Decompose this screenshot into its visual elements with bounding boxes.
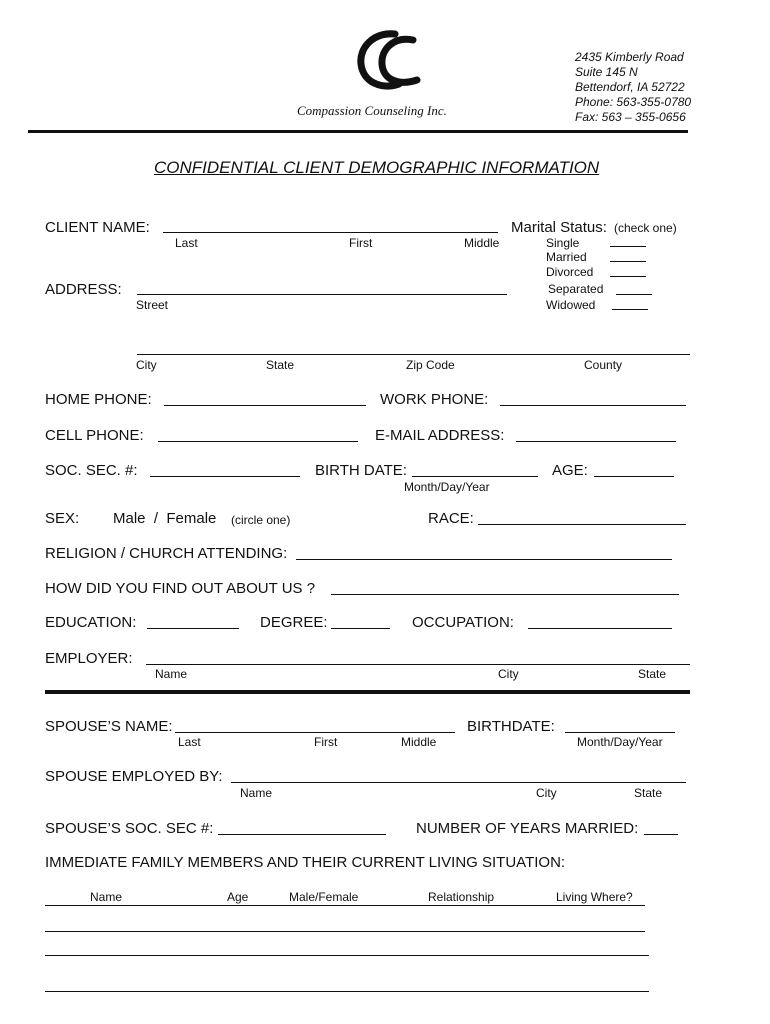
address-line: Fax: 563 – 355-0656 [575,110,686,124]
family-column-age: Age [227,890,249,904]
spouse-name-label: SPOUSE’S NAME: [45,718,173,735]
company-logo [355,28,425,99]
find-us-label: HOW DID YOU FIND OUT ABOUT US ? [45,580,316,597]
marital-option-single: Single [546,236,580,250]
client-name-label: CLIENT NAME: [45,219,150,236]
spouse-ssn-field[interactable] [218,834,386,835]
address-sub-city: City [136,358,157,372]
birth-date-label: BIRTH DATE: [315,462,407,479]
marital-option-married: Married [546,250,587,264]
spouse-ssn-label: SPOUSE’S SOC. SEC #: [45,820,214,837]
family-row-line[interactable] [45,931,645,932]
marital-status-note: (check one) [614,221,677,235]
religion-label: RELIGION / CHURCH ATTENDING: [45,545,288,562]
sex-options[interactable]: Male / Female [113,510,217,527]
family-members-label: IMMEDIATE FAMILY MEMBERS AND THEIR CURRENT LIVING SITUATION: [45,854,566,871]
home-phone-field[interactable] [164,405,366,406]
marital-checkbox-divorced[interactable] [610,276,646,277]
name-sub-middle: Middle [464,236,500,250]
address-label: ADDRESS: [45,281,122,298]
degree-label: DEGREE: [260,614,328,631]
family-column-sex: Male/Female [289,890,359,904]
degree-field[interactable] [331,628,390,629]
sex-label: SEX: [45,510,80,527]
marital-checkbox-separated[interactable] [616,294,652,295]
family-row-line[interactable] [45,991,649,992]
address-line: 2435 Kimberly Road [575,50,684,64]
spouse-employed-field[interactable] [231,782,686,783]
cell-phone-label: CELL PHONE: [45,427,144,444]
section-divider [45,690,690,694]
address-sub-zip: Zip Code [406,358,455,372]
marital-status-label: Marital Status: [511,219,607,236]
family-column-name: Name [90,890,123,904]
marital-option-divorced: Divorced [546,265,594,279]
form-title: CONFIDENTIAL CLIENT DEMOGRAPHIC INFORMATION [154,158,600,177]
address-line: Phone: 563-355-0780 [575,95,692,109]
occupation-label: OCCUPATION: [412,614,514,631]
name-sub-last: Last [175,236,198,250]
city-state-zip-field[interactable] [137,354,690,355]
work-phone-label: WORK PHONE: [380,391,489,408]
spouse-employed-label: SPOUSE EMPLOYED BY: [45,768,223,785]
employer-sub-city: City [498,667,519,681]
employer-label: EMPLOYER: [45,650,133,667]
years-married-label: NUMBER OF YEARS MARRIED: [416,820,639,837]
employer-sub-state: State [638,667,667,681]
spouse-name-sub-middle: Middle [401,735,437,749]
spouse-birthdate-field[interactable] [565,732,675,733]
spouse-employed-sub-state: State [634,786,663,800]
family-row-line[interactable] [45,955,649,956]
client-name-field[interactable] [163,232,498,233]
spouse-name-sub-first: First [314,735,338,749]
race-label: RACE: [428,510,474,527]
address-line: Bettendorf, IA 52722 [575,80,685,94]
spouse-employed-sub-city: City [536,786,557,800]
email-field[interactable] [516,441,676,442]
spouse-birthdate-label: BIRTHDATE: [467,718,555,735]
marital-option-separated: Separated [548,282,604,296]
company-address [575,50,691,125]
age-label: AGE: [552,462,588,479]
header-divider [28,130,688,133]
employer-field[interactable] [146,664,690,665]
sex-note: (circle one) [231,513,291,527]
address-line: Suite 145 N [575,65,638,79]
birth-date-sub: Month/Day/Year [404,480,490,494]
address-sub-county: County [584,358,623,372]
occupation-field[interactable] [528,628,672,629]
education-label: EDUCATION: [45,614,137,631]
name-sub-first: First [349,236,373,250]
years-married-field[interactable] [644,834,678,835]
family-column-living-where: Living Where? [556,890,633,904]
street-field[interactable] [137,294,507,295]
marital-checkbox-single[interactable] [610,246,646,247]
family-column-relationship: Relationship [428,890,495,904]
birth-date-field[interactable] [412,476,538,477]
cell-phone-field[interactable] [158,441,358,442]
religion-field[interactable] [296,559,672,560]
company-logo-text: Compassion Counseling Inc. [297,103,447,118]
spouse-name-field[interactable] [175,732,455,733]
home-phone-label: HOME PHONE: [45,391,152,408]
address-sub-state: State [266,358,295,372]
street-sub: Street [136,298,169,312]
spouse-birthdate-sub: Month/Day/Year [577,735,663,749]
age-field[interactable] [594,476,674,477]
email-label: E-MAIL ADDRESS: [375,427,505,444]
ssn-label: SOC. SEC. #: [45,462,138,479]
marital-checkbox-widowed[interactable] [612,309,648,310]
education-field[interactable] [147,628,239,629]
ssn-field[interactable] [150,476,300,477]
find-us-field[interactable] [331,594,679,595]
work-phone-field[interactable] [500,405,686,406]
spouse-employed-sub-name: Name [240,786,273,800]
employer-sub-name: Name [155,667,188,681]
race-field[interactable] [478,524,686,525]
spouse-name-sub-last: Last [178,735,201,749]
family-header-line [45,905,645,906]
marital-checkbox-married[interactable] [610,261,646,262]
marital-option-widowed: Widowed [546,298,596,312]
